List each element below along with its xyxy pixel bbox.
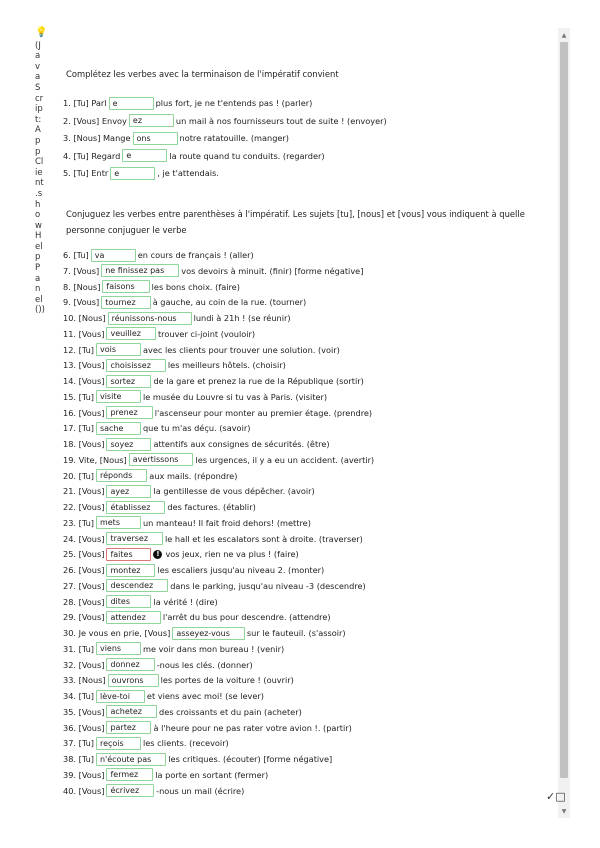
exercise-item (63, 343, 340, 357)
item-prompt: 13. [Vous] (63, 360, 105, 371)
answer-input[interactable]: e (122, 149, 167, 162)
item-prompt: 28. [Vous] (63, 596, 105, 607)
item-prompt: 18. [Vous] (63, 439, 105, 449)
item-prompt: 10. [Nous] (63, 313, 106, 323)
item-prompt: 15. [Tu] (63, 391, 94, 402)
exercise-item (63, 311, 291, 325)
item-hint: l'arrêt du bus pour descendre. (attendre) (162, 612, 331, 623)
item-prompt: 31. [Tu] (63, 643, 94, 654)
help-link-fragment: ip (35, 104, 43, 115)
item-prompt: 36. [Vous] (63, 722, 105, 733)
help-link-fragment: el (35, 294, 43, 305)
item-hint: le musée du Louvre si tu vas à Paris. (visiter) (142, 391, 328, 402)
help-panel-link[interactable] (35, 28, 49, 316)
answer-input[interactable]: traversez (106, 532, 163, 545)
answer-input[interactable]: e (109, 97, 154, 110)
help-link-fragment: ie (35, 167, 43, 178)
item-prompt: 38. [Tu] (63, 754, 94, 764)
exercise-item (63, 689, 264, 703)
answer-input[interactable]: montez (106, 564, 155, 577)
section1-title: Complétez les verbes avec la terminaison de l'impératif convient (66, 69, 339, 79)
item-hint: des factures. (établir) (167, 502, 256, 512)
answer-input[interactable]: tournez (101, 296, 150, 309)
item-prompt: 16. [Vous] (63, 407, 105, 418)
help-link-fragment: .s (35, 188, 43, 199)
answer-input[interactable]: faites (106, 548, 151, 561)
answer-input[interactable]: ouvrons (108, 674, 159, 687)
exercise-item (63, 784, 244, 798)
lightbulb-icon: 💡 (35, 27, 48, 38)
exercise-item (63, 673, 294, 687)
exercise-item (63, 705, 302, 719)
item-prompt: 5. [Tu] Entr (63, 168, 109, 178)
help-link-fragment: H (35, 231, 42, 242)
exercise-item (63, 736, 229, 750)
item-hint: les meilleurs hôtels. (choisir) (167, 360, 286, 371)
item-hint: -nous un mail (écrire) (156, 785, 245, 796)
answer-input[interactable]: ons (133, 132, 178, 145)
answer-input[interactable]: n'écoute pas (96, 753, 166, 766)
exercise-item (63, 280, 240, 294)
exercise-item (63, 721, 352, 735)
help-link-fragment: A (35, 125, 41, 136)
item-hint: vos devoirs à minuit. (finir) [forme négative] (181, 265, 364, 276)
section2-title: Conjuguez les verbes entre parenthèses à l'impératif. Les sujets [tu], [nous] et [vous] vous indiquent à quelle personne conjuguer le verbe (66, 209, 525, 235)
scroll-up-arrow[interactable]: ▲ (561, 32, 567, 39)
exercise-item (63, 752, 332, 766)
item-prompt: 20. [Tu] (63, 470, 94, 481)
item-hint: -nous les clés. (donner) (156, 659, 253, 670)
exercise-item (63, 547, 299, 561)
item-hint: la vérité ! (dire) (153, 596, 218, 607)
answer-input[interactable]: asseyez-vous (172, 627, 245, 640)
answer-input[interactable]: réponds (96, 469, 147, 482)
help-link-fragment: cr (35, 93, 44, 104)
answer-input[interactable]: e (110, 167, 155, 180)
item-prompt: 27. [Vous] (63, 580, 105, 591)
item-prompt: 40. [Vous] (63, 785, 105, 796)
answer-input[interactable]: prenez (106, 406, 152, 419)
item-hint: sur le fauteuil. (s'assoir) (246, 628, 346, 638)
answer-input[interactable]: soyez (106, 438, 151, 451)
help-link-fragment: a (35, 273, 41, 284)
answer-input[interactable]: partez (106, 721, 151, 734)
item-hint: lundi à 21h ! (se réunir) (193, 313, 291, 323)
help-link-fragment: Cl (35, 157, 44, 168)
item-hint: avec les clients pour trouver une solution. (voir) (142, 344, 340, 355)
item-hint: trouver ci-joint (vouloir) (157, 328, 256, 339)
item-prompt: 21. [Vous] (63, 486, 105, 497)
item-hint: à l'heure pour ne pas rater votre avion !. (partir) (153, 722, 352, 733)
answer-input[interactable]: écrivez (106, 784, 154, 797)
exercise-item (63, 610, 331, 624)
item-prompt: 6. [Tu] (63, 250, 89, 260)
item-prompt: 34. [Tu] (63, 691, 94, 701)
answer-input[interactable]: mets (96, 516, 141, 529)
exercise-item (63, 149, 325, 163)
item-prompt: 7. [Vous] (63, 265, 100, 276)
answer-input[interactable]: sache (96, 422, 141, 435)
answer-input[interactable]: donnez (106, 658, 154, 671)
exercise-item (63, 469, 237, 483)
help-link-fragment: t: (35, 114, 42, 125)
exercise-item (63, 579, 366, 593)
item-prompt: 30. Je vous en prie, [Vous] (63, 628, 171, 638)
help-link-fragment: h (35, 199, 41, 210)
exercise-item (63, 374, 364, 388)
item-hint: un mail à nos fournisseurs tout de suite ! (envoyer) (175, 115, 387, 126)
item-hint: la porte en sortant (fermer) (155, 769, 269, 780)
item-prompt: 9. [Vous] (63, 297, 100, 308)
exercise-item (63, 166, 219, 180)
help-link-text (35, 41, 49, 316)
exercise-item (63, 358, 286, 372)
item-hint: les escaliers jusqu'au niveau 2. (monter) (157, 565, 325, 575)
item-hint: les portes de la voiture ! (ouvrir) (160, 675, 294, 686)
item-prompt: 25. [Vous] (63, 549, 105, 560)
help-link-fragment: S (35, 82, 41, 93)
exercise-item (63, 516, 311, 530)
answer-input[interactable]: ayez (106, 485, 151, 498)
answer-input[interactable]: avertissons (129, 453, 194, 466)
item-hint: les bons choix. (faire) (151, 281, 240, 292)
exercise-item (63, 658, 253, 672)
item-prompt: 32. [Vous] (63, 659, 105, 670)
item-prompt: 4. [Tu] Regard (63, 150, 121, 161)
item-hint: et viens avec moi! (se lever) (146, 691, 264, 701)
exercise-item (63, 406, 372, 420)
item-hint: le hall et les escalators sont à droite. (traverser) (165, 533, 363, 544)
exercise-item (63, 626, 346, 640)
item-prompt: 26. [Vous] (63, 565, 105, 575)
answer-input[interactable]: reçois (96, 737, 141, 750)
answer-input[interactable]: attendez (106, 611, 160, 624)
item-hint: que tu m'as déçu. (savoir) (142, 423, 251, 434)
item-prompt: 1. [Tu] Parl (63, 98, 107, 108)
item-hint: les critiques. (écouter) [forme négative] (168, 754, 333, 764)
exercise-item (63, 295, 306, 309)
help-link-fragment: v (35, 61, 41, 72)
item-hint: vos jeux, rien ne va plus ! (faire) (165, 549, 299, 560)
exercise-item (63, 768, 268, 782)
item-hint: à gauche, au coin de la rue. (tourner) (152, 297, 307, 308)
item-prompt: 39. [Vous] (63, 769, 105, 780)
answer-input[interactable]: sortez (106, 375, 151, 388)
exercise-item (63, 114, 387, 128)
help-link-fragment: el (35, 241, 43, 252)
exercise-item (63, 327, 255, 341)
item-hint: de la gare et prenez la rue de la République (sortir) (153, 376, 364, 386)
item-prompt: 17. [Tu] (63, 423, 94, 434)
item-hint: les urgences, il y a eu un accident. (avertir) (195, 454, 375, 465)
answer-input[interactable]: réunissons-nous (108, 312, 192, 325)
item-prompt: 2. [Vous] Envoy (63, 115, 127, 126)
answer-input[interactable]: vois (96, 343, 141, 356)
exercise-item (63, 131, 289, 145)
help-link-fragment: p (35, 135, 41, 146)
exercise-item (63, 453, 374, 467)
answer-input[interactable]: ne finissez pas (101, 264, 179, 277)
answer-input[interactable]: dites (106, 595, 151, 608)
exercise-item (63, 563, 324, 577)
answer-input[interactable]: établissez (106, 501, 165, 514)
item-hint: un manteau! Il fait froid dehors! (mettre) (142, 517, 311, 528)
answer-input[interactable]: achetez (106, 705, 157, 718)
item-hint: la gentillesse de vous dépêcher. (avoir) (153, 486, 315, 497)
answer-input[interactable]: lève-toi (96, 690, 145, 703)
item-hint: des croissants et du pain (acheter) (159, 706, 302, 717)
item-prompt: 24. [Vous] (63, 533, 105, 544)
help-link-fragment: P (35, 263, 41, 274)
item-hint: les clients. (recevoir) (142, 738, 229, 749)
exercise-item (63, 248, 254, 262)
help-link-fragment: p (35, 146, 41, 157)
item-hint: en cours de français ! (aller) (137, 250, 254, 260)
answer-input[interactable]: veuillez (106, 327, 156, 340)
exercise-item (63, 500, 256, 514)
check-square-icon[interactable]: ✓□ (546, 790, 566, 803)
help-link-fragment: p (35, 252, 41, 263)
item-prompt: 14. [Vous] (63, 376, 105, 386)
exercise-item (63, 437, 330, 451)
item-prompt: 22. [Vous] (63, 502, 105, 512)
help-link-fragment: nt (35, 178, 44, 189)
item-hint: attentifs aux consignes de sécurités. (être) (153, 439, 330, 449)
help-link-fragment: a (35, 51, 41, 62)
exercise-item (63, 421, 250, 435)
item-prompt: 19. Vite, [Nous] (63, 454, 127, 465)
answer-input[interactable]: fermez (106, 768, 153, 781)
item-hint: notre ratatouille. (manger) (179, 133, 289, 143)
answer-input[interactable]: faisons (102, 280, 149, 293)
item-hint: plus fort, je ne t'entends pas ! (parler) (155, 98, 313, 108)
scroll-down-arrow[interactable]: ▼ (561, 808, 567, 815)
item-hint: aux mails. (répondre) (149, 470, 238, 481)
exercise-item (63, 595, 218, 609)
answer-input[interactable]: va (91, 249, 136, 262)
exclamation-circle-icon: ! (153, 550, 162, 559)
item-hint: la route quand tu conduits. (regarder) (169, 150, 325, 161)
item-prompt: 11. [Vous] (63, 328, 105, 339)
answer-input[interactable]: descendez (106, 579, 168, 592)
item-hint: l'ascenseur pour monter au premier étage. (prendre) (154, 407, 373, 418)
item-hint: , je t'attendais. (157, 168, 219, 178)
help-link-fragment: o (35, 210, 41, 221)
exercise-item (63, 642, 284, 656)
answer-input[interactable]: ez (129, 114, 174, 127)
item-prompt: 3. [Nous] Mange (63, 133, 131, 143)
exercise-item (63, 484, 315, 498)
answer-input[interactable]: choisissez (106, 359, 165, 372)
exercise-item (63, 96, 312, 110)
item-hint: me voir dans mon bureau ! (venir) (142, 643, 285, 654)
item-prompt: 33. [Nous] (63, 675, 106, 686)
scrollbar-thumb[interactable] (560, 42, 568, 778)
exercise-item (63, 532, 363, 546)
answer-input[interactable]: viens (96, 642, 141, 655)
item-prompt: 23. [Tu] (63, 517, 94, 528)
item-prompt: 29. [Vous] (63, 612, 105, 623)
item-prompt: 12. [Tu] (63, 344, 94, 355)
item-hint: dans le parking, jusqu'au niveau -3 (descendre) (170, 580, 366, 591)
answer-input[interactable]: visite (96, 390, 141, 403)
exercise-item (63, 264, 363, 278)
item-prompt: 8. [Nous] (63, 281, 101, 292)
help-link-fragment: w (35, 220, 42, 231)
item-prompt: 37. [Tu] (63, 738, 94, 749)
exercise-item (63, 390, 327, 404)
help-link-fragment: ()) (35, 305, 45, 316)
item-prompt: 35. [Vous] (63, 706, 105, 717)
help-link-fragment: (J (35, 40, 41, 51)
help-link-fragment: a (35, 72, 41, 83)
help-link-fragment: n (35, 284, 41, 295)
